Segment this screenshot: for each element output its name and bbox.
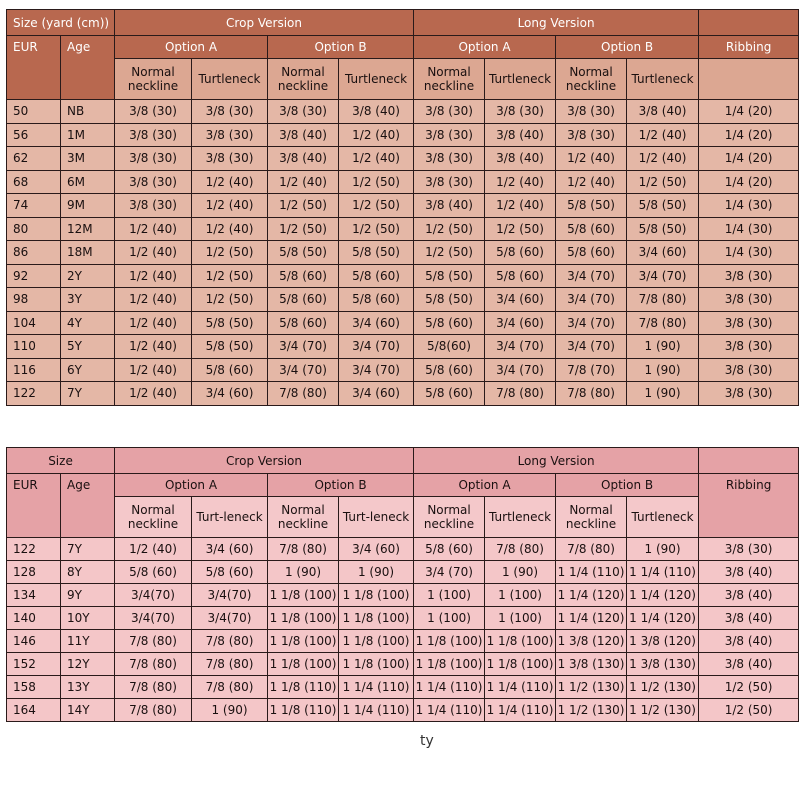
table-row [7, 607, 799, 630]
value-cell: 3/8 (30) [556, 123, 627, 147]
value-cell: 3/8 (30) [268, 100, 339, 124]
value-cell: 1/2 (40) [627, 123, 699, 147]
value-cell: 5/8 (50) [192, 311, 268, 335]
value-cell: 3/8 (30) [699, 358, 799, 382]
ribbing-blank-header [699, 10, 799, 36]
value-cell: 1 3/8 (130) [627, 653, 699, 676]
value-cell: 5/8 (60) [485, 241, 556, 265]
value-cell: 1/2 (40) [115, 358, 192, 382]
value-cell: 1/2 (50) [339, 194, 414, 218]
eur-header: EUR [7, 36, 61, 100]
value-cell: 7/8 (80) [192, 676, 268, 699]
subheader: Turtleneck [339, 59, 414, 100]
age-header: Age [61, 36, 115, 100]
value-cell: 1 3/8 (120) [627, 630, 699, 653]
value-cell: 1/2 (50) [414, 241, 485, 265]
value-cell: 1 1/8 (100) [414, 653, 485, 676]
value-cell: 3/4 (60) [339, 538, 414, 561]
value-cell: 3/8 (40) [699, 653, 799, 676]
subheader: Normal neckline [115, 497, 192, 538]
value-cell: 3/4(70) [192, 607, 268, 630]
value-cell: 1 1/8 (100) [339, 630, 414, 653]
value-cell: 1/2 (40) [115, 311, 192, 335]
value-cell: 3/8 (30) [699, 311, 799, 335]
value-cell: 1/2 (40) [192, 170, 268, 194]
value-cell: 1 1/4 (110) [339, 699, 414, 722]
value-cell: 3/8 (30) [699, 264, 799, 288]
subheader: Turtleneck [627, 497, 699, 538]
value-cell: 3/8 (40) [414, 194, 485, 218]
value-cell: 5/8 (50) [192, 335, 268, 359]
crop-option-a-header: Option A [115, 474, 268, 497]
age-cell: 14Y [61, 699, 115, 722]
value-cell: 5/8 (60) [192, 561, 268, 584]
value-cell: 3/8 (30) [414, 100, 485, 124]
value-cell: 3/8 (30) [115, 147, 192, 171]
age-cell: 10Y [61, 607, 115, 630]
value-cell: 5/8 (60) [556, 217, 627, 241]
value-cell: 7/8 (80) [115, 676, 192, 699]
value-cell: 5/8 (50) [268, 241, 339, 265]
table-row [7, 123, 799, 147]
value-cell: 1/2 (40) [192, 217, 268, 241]
value-cell: 1 1/8 (100) [485, 630, 556, 653]
value-cell: 1/4 (20) [699, 170, 799, 194]
table-row [7, 100, 799, 124]
age-cell: NB [61, 100, 115, 124]
value-cell: 1 1/8 (100) [268, 607, 339, 630]
value-cell: 7/8 (70) [556, 358, 627, 382]
long-option-a-header: Option A [414, 36, 556, 59]
value-cell: 5/8 (50) [627, 217, 699, 241]
subheader: Turt-leneck [192, 497, 268, 538]
value-cell: 1 1/8 (100) [339, 584, 414, 607]
value-cell: 7/8 (80) [556, 382, 627, 406]
value-cell: 7/8 (80) [627, 311, 699, 335]
table-row [7, 630, 799, 653]
caption-text: ty [420, 733, 434, 749]
value-cell: 5/8 (50) [627, 194, 699, 218]
subheader: Normal neckline [414, 59, 485, 100]
table-row [7, 170, 799, 194]
value-cell: 3/4 (70) [339, 335, 414, 359]
value-cell: 3/4 (60) [192, 382, 268, 406]
value-cell: 5/8 (60) [556, 241, 627, 265]
value-cell: 1/2 (40) [556, 170, 627, 194]
subheader: Normal neckline [268, 59, 339, 100]
value-cell: 7/8 (80) [268, 382, 339, 406]
value-cell: 1/2 (40) [339, 147, 414, 171]
value-cell: 5/8 (60) [268, 288, 339, 312]
value-cell: 5/8 (50) [556, 194, 627, 218]
eur-cell: 128 [7, 561, 61, 584]
value-cell: 3/8 (30) [115, 170, 192, 194]
value-cell: 1/2 (50) [192, 264, 268, 288]
value-cell: 1 3/8 (120) [556, 630, 627, 653]
size-header: Size (yard (cm)) [7, 10, 115, 36]
value-cell: 3/4 (70) [556, 335, 627, 359]
value-cell: 3/8 (30) [192, 123, 268, 147]
value-cell: 7/8 (80) [192, 630, 268, 653]
value-cell: 3/8 (30) [699, 335, 799, 359]
value-cell: 7/8 (80) [268, 538, 339, 561]
value-cell: 1/2 (40) [115, 241, 192, 265]
value-cell: 1 1/4 (110) [339, 676, 414, 699]
value-cell: 3/8 (40) [485, 147, 556, 171]
value-cell: 3/4 (70) [556, 288, 627, 312]
value-cell: 5/8 (50) [339, 241, 414, 265]
value-cell: 1/2 (40) [115, 538, 192, 561]
crop-version-header: Crop Version [115, 10, 414, 36]
subheader: Normal neckline [556, 59, 627, 100]
value-cell: 5/8 (60) [192, 358, 268, 382]
value-cell: 1 (100) [485, 607, 556, 630]
eur-cell: 86 [7, 241, 61, 265]
value-cell: 3/8 (30) [192, 147, 268, 171]
value-cell: 1 (90) [627, 538, 699, 561]
table-row [7, 676, 799, 699]
value-cell: 1 1/8 (110) [268, 676, 339, 699]
value-cell: 1/2 (40) [115, 382, 192, 406]
eur-cell: 122 [7, 382, 61, 406]
value-cell: 1 1/8 (100) [339, 607, 414, 630]
size-table-large [6, 447, 799, 722]
value-cell: 1/2 (50) [339, 170, 414, 194]
table-row [7, 194, 799, 218]
age-cell: 12Y [61, 653, 115, 676]
table-row [7, 358, 799, 382]
value-cell: 7/8 (80) [556, 538, 627, 561]
value-cell: 5/8 (60) [414, 358, 485, 382]
value-cell: 3/8 (30) [115, 194, 192, 218]
value-cell: 1/2 (50) [485, 217, 556, 241]
value-cell: 5/8 (60) [268, 264, 339, 288]
value-cell: 1 (90) [485, 561, 556, 584]
value-cell: 1 (90) [627, 358, 699, 382]
value-cell: 1 1/4 (110) [627, 561, 699, 584]
value-cell: 3/4(70) [115, 607, 192, 630]
value-cell: 3/4(70) [192, 584, 268, 607]
value-cell: 1 1/8 (110) [268, 699, 339, 722]
value-cell: 1 1/4 (120) [627, 607, 699, 630]
crop-version-header: Crop Version [115, 448, 414, 474]
value-cell: 3/8 (30) [414, 147, 485, 171]
value-cell: 1/2 (40) [192, 194, 268, 218]
value-cell: 7/8 (80) [192, 653, 268, 676]
subheader: Turtleneck [192, 59, 268, 100]
value-cell: 3/8 (30) [414, 170, 485, 194]
value-cell: 7/8 (80) [485, 382, 556, 406]
value-cell: 5/8 (60) [115, 561, 192, 584]
value-cell: 1 1/2 (130) [627, 699, 699, 722]
value-cell: 1/4 (30) [699, 217, 799, 241]
eur-cell: 158 [7, 676, 61, 699]
eur-cell: 116 [7, 358, 61, 382]
eur-cell: 140 [7, 607, 61, 630]
value-cell: 7/8 (80) [115, 653, 192, 676]
table-row [7, 241, 799, 265]
value-cell: 3/4 (70) [485, 335, 556, 359]
eur-cell: 104 [7, 311, 61, 335]
value-cell: 3/8 (30) [115, 123, 192, 147]
long-option-b-header: Option B [556, 36, 699, 59]
table-row [7, 335, 799, 359]
value-cell: 3/4 (60) [485, 288, 556, 312]
value-cell: 1/4 (30) [699, 194, 799, 218]
value-cell: 3/4 (70) [414, 561, 485, 584]
value-cell: 1 1/4 (110) [485, 699, 556, 722]
long-version-header: Long Version [414, 448, 699, 474]
age-cell: 2Y [61, 264, 115, 288]
value-cell: 5/8 (60) [414, 382, 485, 406]
value-cell: 1 1/8 (100) [414, 630, 485, 653]
value-cell: 3/4 (60) [192, 538, 268, 561]
value-cell: 5/8 (60) [414, 538, 485, 561]
value-cell: 3/8 (40) [699, 561, 799, 584]
table-row [7, 217, 799, 241]
value-cell: 1 1/4 (110) [485, 676, 556, 699]
value-cell: 3/4 (70) [556, 311, 627, 335]
value-cell: 1/2 (40) [115, 335, 192, 359]
value-cell: 3/8 (30) [699, 382, 799, 406]
value-cell: 1 1/4 (120) [556, 584, 627, 607]
eur-cell: 68 [7, 170, 61, 194]
ribbing-header: Ribbing [699, 36, 799, 59]
value-cell: 3/4 (70) [268, 335, 339, 359]
value-cell: 3/8 (40) [339, 100, 414, 124]
value-cell: 3/8 (30) [414, 123, 485, 147]
table-row [7, 382, 799, 406]
eur-cell: 134 [7, 584, 61, 607]
eur-cell: 164 [7, 699, 61, 722]
eur-cell: 56 [7, 123, 61, 147]
value-cell: 3/4 (70) [556, 264, 627, 288]
eur-cell: 62 [7, 147, 61, 171]
value-cell: 1 (90) [268, 561, 339, 584]
value-cell: 1/2 (40) [115, 288, 192, 312]
value-cell: 1/4 (30) [699, 241, 799, 265]
value-cell: 3/4 (60) [485, 311, 556, 335]
value-cell: 1/2 (50) [268, 217, 339, 241]
value-cell: 1/2 (50) [268, 194, 339, 218]
crop-option-b-header: Option B [268, 36, 414, 59]
value-cell: 3/4 (70) [627, 264, 699, 288]
table-row [7, 288, 799, 312]
age-cell: 11Y [61, 630, 115, 653]
eur-cell: 80 [7, 217, 61, 241]
eur-cell: 98 [7, 288, 61, 312]
value-cell: 1/2 (40) [115, 264, 192, 288]
age-cell: 7Y [61, 538, 115, 561]
value-cell: 5/8(60) [414, 335, 485, 359]
age-cell: 4Y [61, 311, 115, 335]
ribbing-header: Ribbing [699, 474, 799, 538]
age-cell: 6M [61, 170, 115, 194]
value-cell: 1 1/2 (130) [556, 699, 627, 722]
value-cell: 7/8 (80) [115, 630, 192, 653]
table-row [7, 653, 799, 676]
age-cell: 9M [61, 194, 115, 218]
age-cell: 1M [61, 123, 115, 147]
table-row [7, 311, 799, 335]
subheader: Turtleneck [485, 59, 556, 100]
eur-cell: 74 [7, 194, 61, 218]
value-cell: 3/8 (40) [699, 630, 799, 653]
value-cell: 1 (100) [414, 584, 485, 607]
value-cell: 1/2 (50) [339, 217, 414, 241]
value-cell: 1/2 (50) [699, 699, 799, 722]
value-cell: 1 1/4 (110) [414, 699, 485, 722]
table-row [7, 561, 799, 584]
value-cell: 1/2 (40) [627, 147, 699, 171]
table-row [7, 584, 799, 607]
size-header: Size [7, 448, 115, 474]
table-row [7, 538, 799, 561]
long-option-b-header: Option B [556, 474, 699, 497]
value-cell: 1 1/2 (130) [627, 676, 699, 699]
value-cell: 1 (100) [414, 607, 485, 630]
value-cell: 1/4 (20) [699, 100, 799, 124]
ribbing-blank-header [699, 448, 799, 474]
value-cell: 3/8 (30) [115, 100, 192, 124]
value-cell: 3/8 (40) [485, 123, 556, 147]
age-cell: 6Y [61, 358, 115, 382]
table-row [7, 264, 799, 288]
value-cell: 5/8 (60) [485, 264, 556, 288]
value-cell: 1 1/8 (100) [268, 584, 339, 607]
value-cell: 1 (90) [627, 382, 699, 406]
value-cell: 3/8 (40) [699, 584, 799, 607]
value-cell: 1 1/4 (110) [556, 561, 627, 584]
table-row [7, 699, 799, 722]
long-version-header: Long Version [414, 10, 699, 36]
age-cell: 9Y [61, 584, 115, 607]
value-cell: 1 1/8 (100) [339, 653, 414, 676]
subheader: Normal neckline [115, 59, 192, 100]
ribbing-sub-blank [699, 59, 799, 100]
age-cell: 5Y [61, 335, 115, 359]
subheader: Normal neckline [268, 497, 339, 538]
value-cell: 7/8 (80) [115, 699, 192, 722]
value-cell: 1 1/2 (130) [556, 676, 627, 699]
value-cell: 3/8 (30) [485, 100, 556, 124]
crop-option-a-header: Option A [115, 36, 268, 59]
value-cell: 7/8 (80) [485, 538, 556, 561]
eur-cell: 92 [7, 264, 61, 288]
value-cell: 5/8 (50) [414, 288, 485, 312]
value-cell: 1/2 (50) [699, 676, 799, 699]
value-cell: 1 (90) [339, 561, 414, 584]
eur-cell: 50 [7, 100, 61, 124]
value-cell: 3/4 (60) [627, 241, 699, 265]
value-cell: 1 (90) [192, 699, 268, 722]
value-cell: 1 1/4 (120) [627, 584, 699, 607]
table-row [7, 147, 799, 171]
subheader: Normal neckline [556, 497, 627, 538]
value-cell: 1/2 (40) [556, 147, 627, 171]
value-cell: 1 1/8 (100) [485, 653, 556, 676]
age-cell: 3M [61, 147, 115, 171]
long-option-a-header: Option A [414, 474, 556, 497]
value-cell: 1/4 (20) [699, 147, 799, 171]
subheader: Turtleneck [627, 59, 699, 100]
value-cell: 3/8 (40) [699, 607, 799, 630]
value-cell: 7/8 (80) [627, 288, 699, 312]
value-cell: 1 1/4 (110) [414, 676, 485, 699]
subheader: Normal neckline [414, 497, 485, 538]
value-cell: 1/2 (40) [115, 217, 192, 241]
size-table-small [6, 9, 799, 406]
eur-cell: 110 [7, 335, 61, 359]
subheader: Turt-leneck [339, 497, 414, 538]
age-cell: 7Y [61, 382, 115, 406]
age-cell: 13Y [61, 676, 115, 699]
value-cell: 1/2 (50) [192, 288, 268, 312]
value-cell: 1 3/8 (130) [556, 653, 627, 676]
eur-cell: 122 [7, 538, 61, 561]
age-cell: 3Y [61, 288, 115, 312]
value-cell: 3/4 (70) [339, 358, 414, 382]
value-cell: 3/4(70) [115, 584, 192, 607]
value-cell: 5/8 (60) [268, 311, 339, 335]
value-cell: 1/2 (50) [627, 170, 699, 194]
value-cell: 1/2 (40) [339, 123, 414, 147]
value-cell: 3/4 (60) [339, 311, 414, 335]
value-cell: 3/4 (70) [485, 358, 556, 382]
age-cell: 18M [61, 241, 115, 265]
value-cell: 1/2 (50) [192, 241, 268, 265]
value-cell: 3/4 (60) [339, 382, 414, 406]
age-cell: 12M [61, 217, 115, 241]
value-cell: 1 (100) [485, 584, 556, 607]
value-cell: 3/8 (30) [192, 100, 268, 124]
value-cell: 3/8 (40) [268, 123, 339, 147]
value-cell: 3/4 (70) [268, 358, 339, 382]
eur-cell: 152 [7, 653, 61, 676]
value-cell: 5/8 (60) [414, 311, 485, 335]
value-cell: 5/8 (60) [339, 264, 414, 288]
value-cell: 1 1/4 (120) [556, 607, 627, 630]
value-cell: 3/8 (30) [699, 288, 799, 312]
value-cell: 3/8 (30) [556, 100, 627, 124]
age-cell: 8Y [61, 561, 115, 584]
value-cell: 1 1/8 (100) [268, 653, 339, 676]
value-cell: 1 1/8 (100) [268, 630, 339, 653]
value-cell: 1/4 (20) [699, 123, 799, 147]
value-cell: 3/8 (40) [627, 100, 699, 124]
subheader: Turtleneck [485, 497, 556, 538]
age-header: Age [61, 474, 115, 538]
value-cell: 5/8 (60) [339, 288, 414, 312]
eur-header: EUR [7, 474, 61, 538]
value-cell: 1/2 (40) [485, 194, 556, 218]
value-cell: 1 (90) [627, 335, 699, 359]
value-cell: 5/8 (50) [414, 264, 485, 288]
value-cell: 1/2 (40) [268, 170, 339, 194]
value-cell: 3/8 (30) [699, 538, 799, 561]
crop-option-b-header: Option B [268, 474, 414, 497]
eur-cell: 146 [7, 630, 61, 653]
value-cell: 1/2 (50) [414, 217, 485, 241]
value-cell: 1/2 (40) [485, 170, 556, 194]
value-cell: 3/8 (40) [268, 147, 339, 171]
